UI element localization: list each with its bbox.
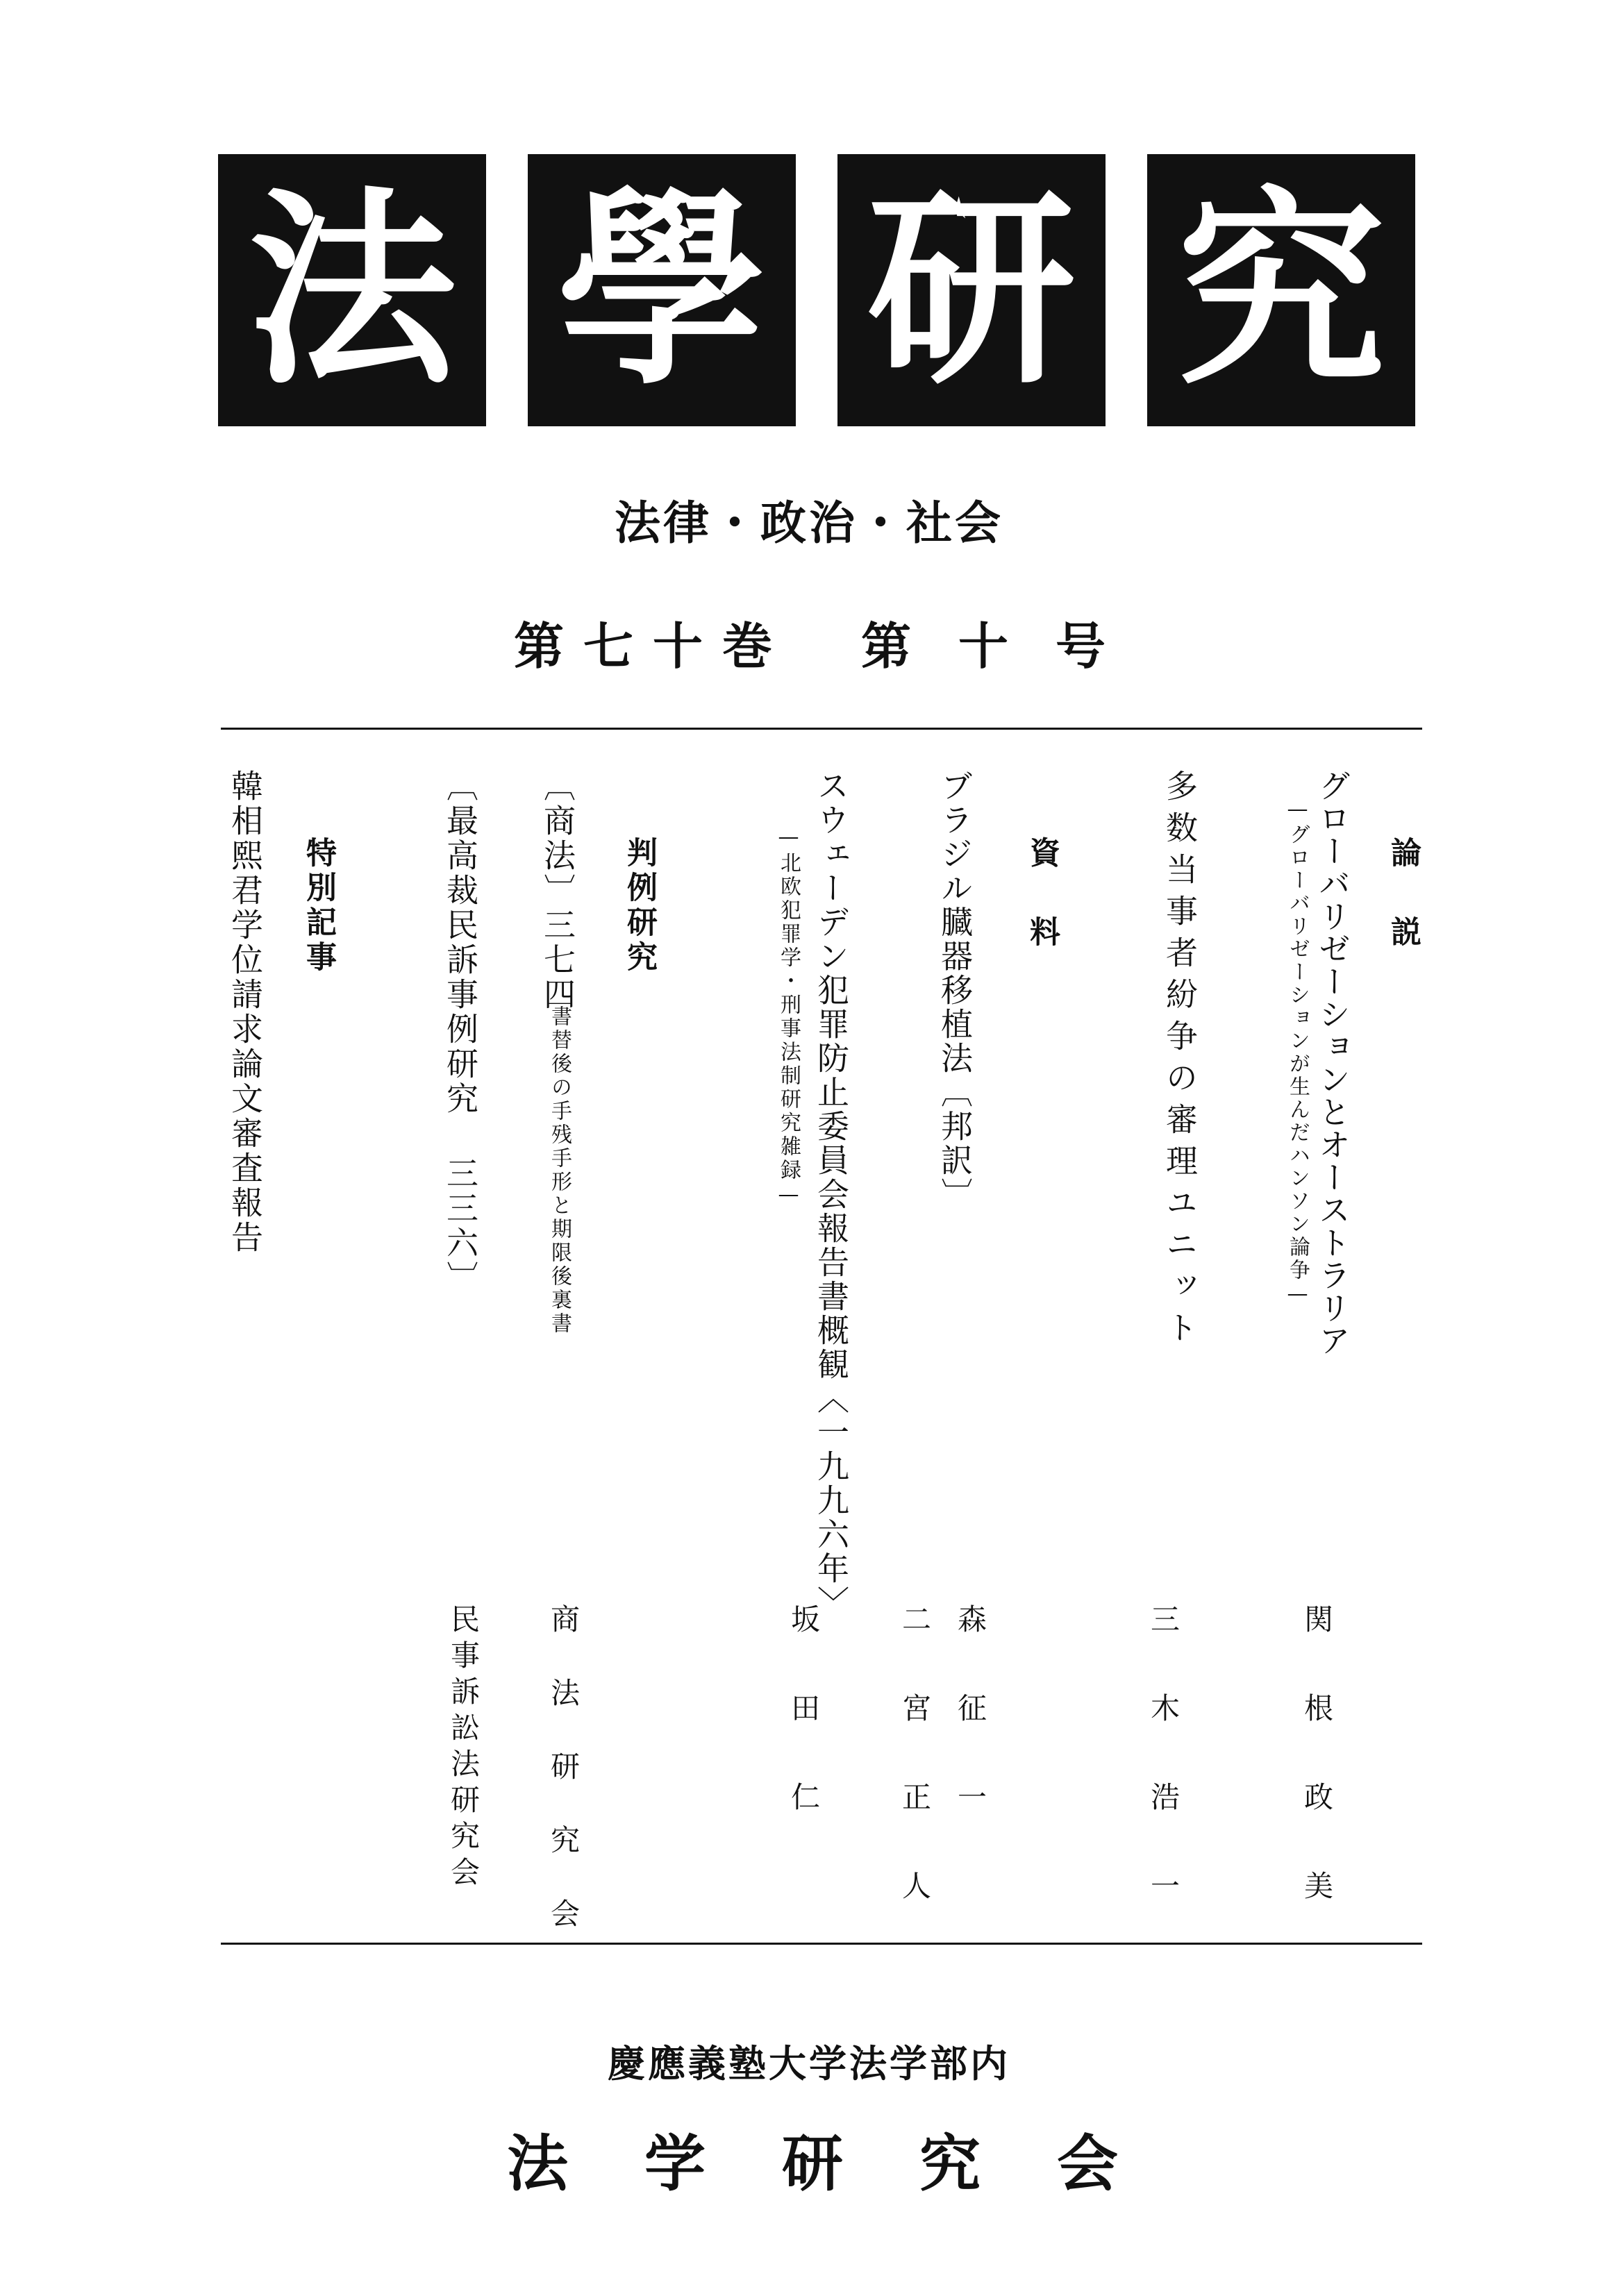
section-heading-ronsetsu: 論説 xyxy=(1385,837,1421,995)
section-heading-shiryo: 資料 xyxy=(1024,837,1060,995)
title-char-2: 學 xyxy=(528,154,796,426)
article-author: 民事訴訟法研究会 xyxy=(447,1604,481,1893)
article-title: 韓相熙君学位請求論文審査報告 xyxy=(226,769,264,1255)
journal-subtitle: 法律・政治・社会 xyxy=(615,496,1003,550)
article-subtitle: —北欧犯罪学・刑事法制研究雑録— xyxy=(776,825,801,1209)
section-heading-hanrei: 判例研究 xyxy=(622,837,657,975)
publisher-char: 研 xyxy=(781,2127,843,2199)
article-title: 〔商法〕三七四 xyxy=(539,769,576,1012)
issue-char: 号 xyxy=(1056,617,1106,676)
article-subtitle: —グローバリゼーションが生んだハンソン論争— xyxy=(1285,797,1310,1308)
article-author: 関根政美 xyxy=(1300,1604,1334,1959)
article-title: グローバリゼーションとオーストラリア xyxy=(1314,769,1351,1357)
article-author: 坂田仁 xyxy=(787,1604,821,1870)
article-author: 三木浩一 xyxy=(1146,1604,1181,1959)
article-title: 〔最高裁民訴事例研究 三三六〕 xyxy=(442,769,479,1296)
article-author: 森征一 xyxy=(953,1604,987,1870)
publisher-address: 慶應義塾大学法学部内 xyxy=(608,2042,1010,2086)
article-title: スウェーデン犯罪防止委員会報告書概観〈一九九六年〉 xyxy=(812,769,850,1620)
issue-number xyxy=(514,611,1125,676)
title-char-4: 究 xyxy=(1147,154,1415,426)
issue-char: 第 xyxy=(861,617,912,676)
article-author: 商法研究会 xyxy=(547,1604,581,1972)
title-char-3: 研 xyxy=(837,154,1106,426)
issue-char: 巻 xyxy=(722,617,773,676)
issue-char: 七 xyxy=(583,617,634,676)
publisher-char: 学 xyxy=(644,2127,706,2199)
section-heading-tokubetsu: 特別記事 xyxy=(301,837,336,975)
top-divider xyxy=(221,728,1422,730)
publisher-char: 究 xyxy=(919,2127,981,2199)
publisher-name xyxy=(507,2121,1118,2197)
title-char-1: 法 xyxy=(218,154,486,426)
issue-char: 十 xyxy=(958,617,1009,676)
article-author: 二宮正人 xyxy=(898,1604,932,1959)
issue-char: 十 xyxy=(653,617,703,676)
article-subtitle: 書替後の手残手形と期限後裏書 xyxy=(547,1005,572,1336)
article-title: 多数当事者紛争の審理ユニット xyxy=(1161,769,1199,1352)
issue-char: 第 xyxy=(514,617,565,676)
article-title: ブラジル臓器移植法〔邦訳〕 xyxy=(936,769,974,1212)
publisher-char: 会 xyxy=(1056,2127,1118,2199)
publisher-char: 法 xyxy=(507,2127,569,2199)
bottom-divider xyxy=(221,1943,1422,1945)
